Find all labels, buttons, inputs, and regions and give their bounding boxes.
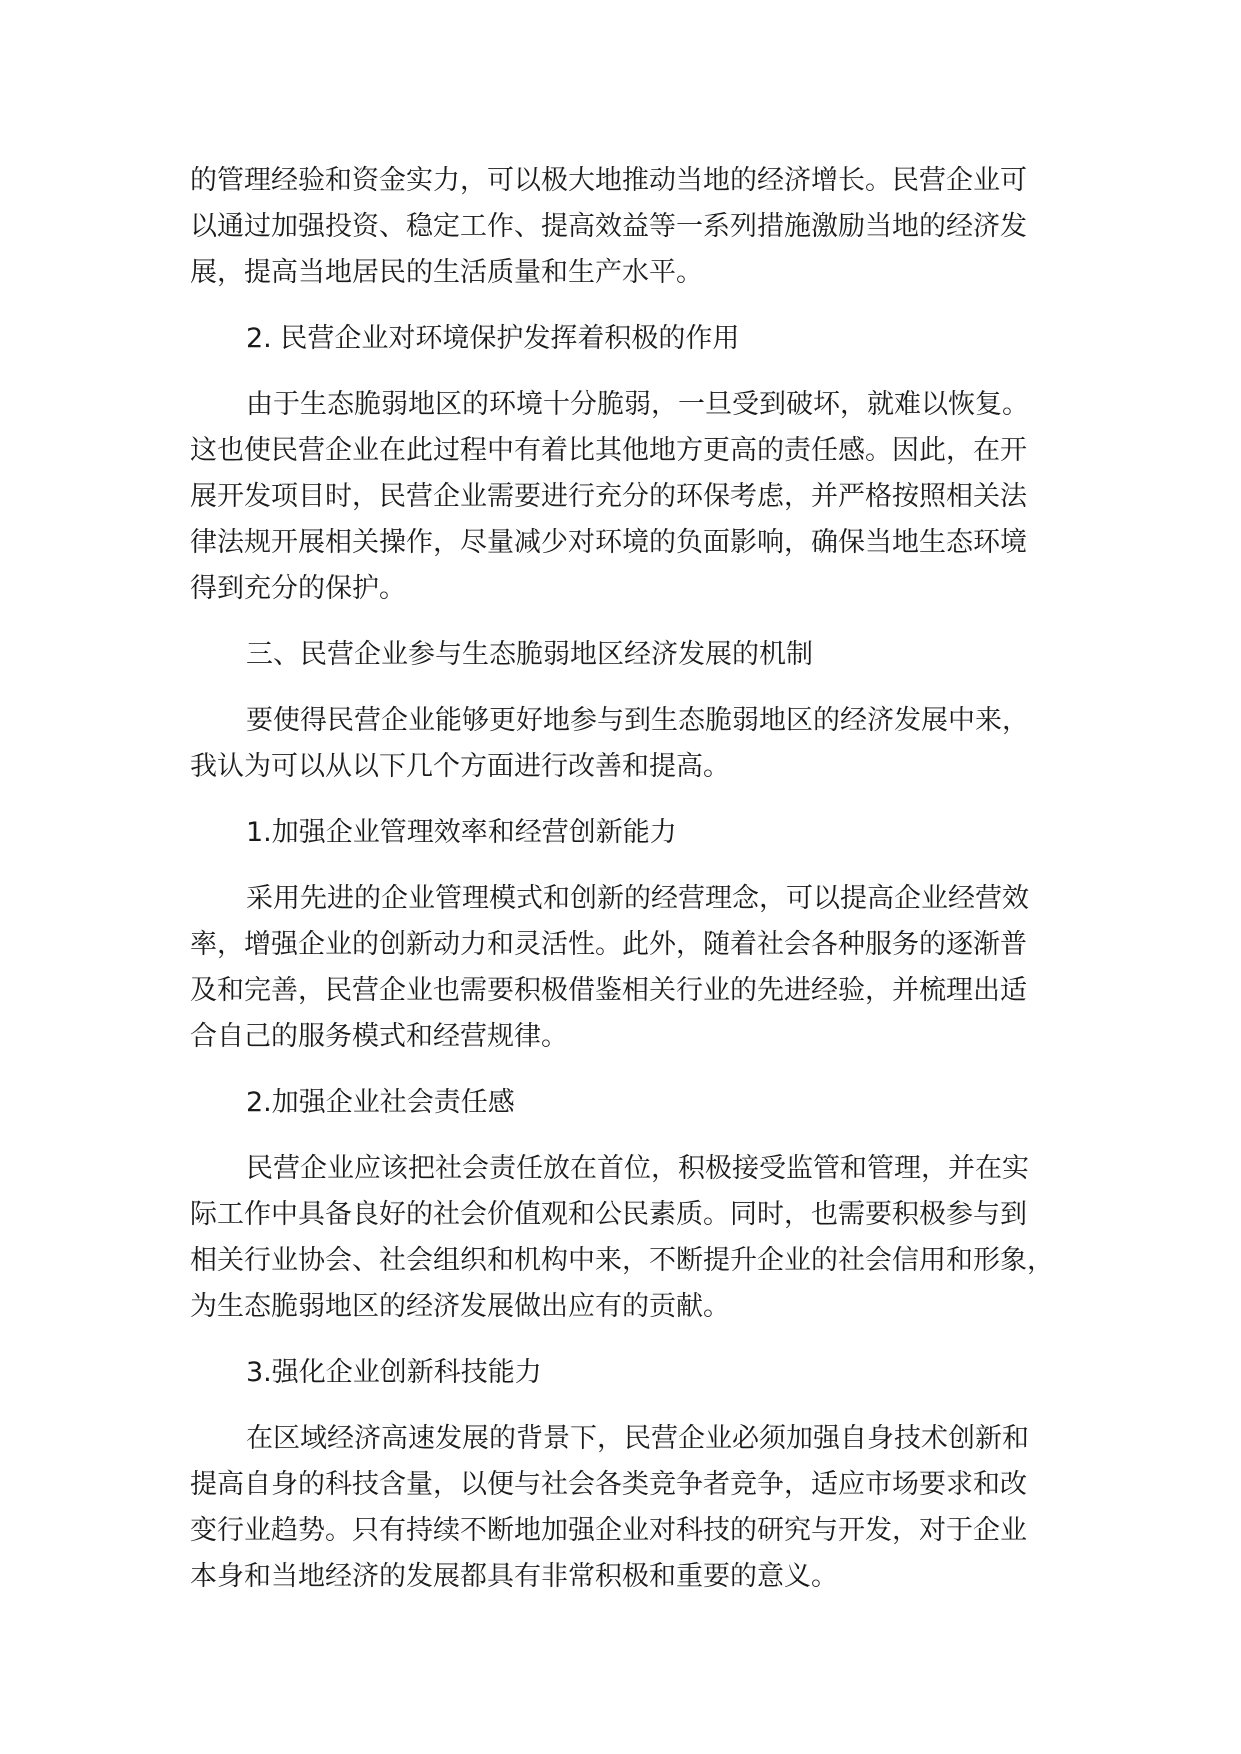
section-heading: [190, 316, 1072, 362]
text-line: 以通过加强投资、稳定工作、提高效益等一系列措施激励当地的经济发: [190, 211, 1027, 242]
text-line: 这也使民营企业在此过程中有着比其他地方更高的责任感。因此，在开: [190, 435, 1027, 466]
text-line: 3.强化企业创新科技能力: [246, 1357, 542, 1388]
section-heading: [190, 1080, 1072, 1126]
text-line: 的管理经验和资金实力，可以极大地推动当地的经济增长。民营企业可: [190, 165, 1027, 196]
text-line: 提高自身的科技含量，以便与社会各类竞争者竞争，适应市场要求和改: [190, 1469, 1027, 1500]
text-line: 合自己的服务模式和经营规律。: [190, 1021, 568, 1052]
text-line: 本身和当地经济的发展都具有非常积极和重要的意义。: [190, 1561, 838, 1592]
text-line: 相关行业协会、社会组织和机构中来，不断提升企业的社会信用和形象，: [190, 1245, 1054, 1276]
body-paragraph: [190, 1416, 1072, 1600]
text-line: 为生态脆弱地区的经济发展做出应有的贡献。: [190, 1291, 730, 1322]
section-heading: [190, 1350, 1072, 1396]
body-paragraph: [190, 1146, 1072, 1330]
document-page: [190, 158, 1072, 1620]
text-line: 率，增强企业的创新动力和灵活性。此外，随着社会各种服务的逐渐普: [190, 929, 1027, 960]
text-line: 展，提高当地居民的生活质量和生产水平。: [190, 257, 703, 288]
text-line: 律法规开展相关操作，尽量减少对环境的负面影响，确保当地生态环境: [190, 527, 1027, 558]
body-paragraph: [190, 876, 1072, 1060]
body-paragraph: [190, 382, 1072, 612]
text-line: 采用先进的企业管理模式和创新的经营理念，可以提高企业经营效: [246, 883, 1029, 914]
body-paragraph: [190, 698, 1072, 790]
text-line: 际工作中具备良好的社会价值观和公民素质。同时，也需要积极参与到: [190, 1199, 1027, 1230]
text-line: 我认为可以从以下几个方面进行改善和提高。: [190, 751, 730, 782]
body-paragraph: [190, 158, 1072, 296]
text-line: 要使得民营企业能够更好地参与到生态脆弱地区的经济发展中来，: [246, 705, 1029, 736]
text-line: 民营企业应该把社会责任放在首位，积极接受监管和管理，并在实: [246, 1153, 1029, 1184]
section-heading: [190, 810, 1072, 856]
text-line: 2.加强企业社会责任感: [246, 1087, 515, 1118]
section-heading: [190, 632, 1072, 678]
text-line: 变行业趋势。只有持续不断地加强企业对科技的研究与开发，对于企业: [190, 1515, 1027, 1546]
text-line: 三、民营企业参与生态脆弱地区经济发展的机制: [246, 639, 813, 670]
text-line: 1.加强企业管理效率和经营创新能力: [246, 817, 677, 848]
text-line: 得到充分的保护。: [190, 573, 406, 604]
text-line: 展开发项目时，民营企业需要进行充分的环保考虑，并严格按照相关法: [190, 481, 1027, 512]
text-line: 由于生态脆弱地区的环境十分脆弱，一旦受到破坏，就难以恢复。: [246, 389, 1029, 420]
text-line: 2. 民营企业对环境保护发挥着积极的作用: [246, 323, 740, 354]
text-line: 及和完善，民营企业也需要积极借鉴相关行业的先进经验，并梳理出适: [190, 975, 1027, 1006]
text-line: 在区域经济高速发展的背景下，民营企业必须加强自身技术创新和: [246, 1423, 1029, 1454]
